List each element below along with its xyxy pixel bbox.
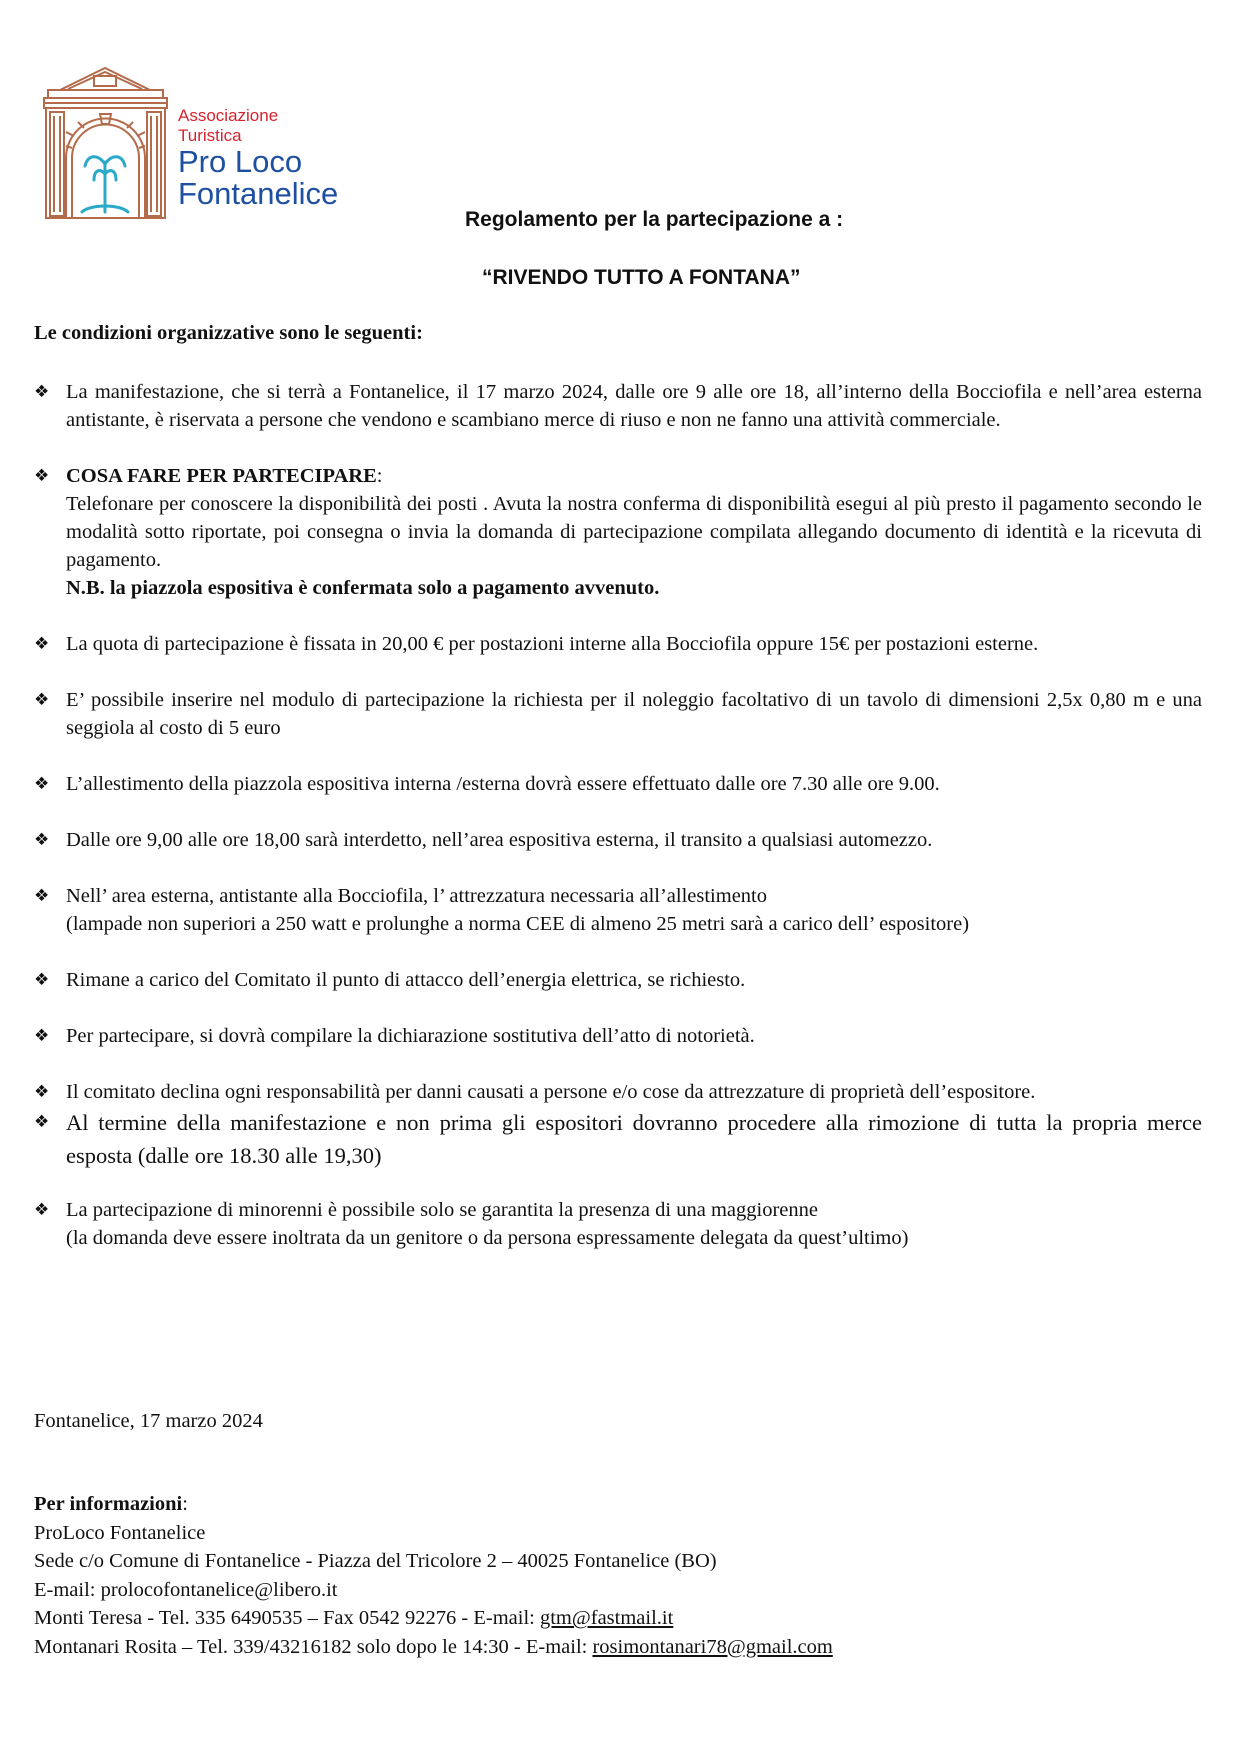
diamond-bullet-icon: ❖ xyxy=(34,1200,50,1220)
info-heading-text: Per informazioni xyxy=(34,1493,183,1515)
arch-fountain-icon xyxy=(38,62,173,222)
document-date: Fontanelice, 17 marzo 2024 xyxy=(34,1410,263,1432)
contact-info xyxy=(34,1490,833,1661)
diamond-bullet-icon: ❖ xyxy=(34,970,50,990)
info-org: ProLoco Fontanelice xyxy=(34,1521,206,1544)
info-contact-2 xyxy=(34,1633,833,1662)
event-name: “RIVENDO TUTTO A FONTANA” xyxy=(482,266,801,289)
rule-item xyxy=(34,1022,1202,1050)
diamond-bullet-icon: ❖ xyxy=(34,1082,50,1102)
rule-heading xyxy=(66,462,1202,490)
rule-text: Telefonare per conoscere la disponibilità dei posti . Avuta la nostra conferma di disponibilità esegui al più presto il pagamento secondo le modalità sotto riportate, poi consegna o invia la domanda di partecipazione compilata allegando documento di identità e la ricevuta di pagamento. xyxy=(66,493,1202,571)
rule-text: L’allestimento della piazzola espositiva interna /esterna dovrà essere effettuato dalle ore 7.30 alle ore 9.00. xyxy=(66,773,940,795)
diamond-bullet-icon: ❖ xyxy=(34,1026,50,1046)
info-contact-1 xyxy=(34,1604,833,1633)
rule-item xyxy=(34,882,1202,938)
rule-text: Rimane a carico del Comitato il punto di attacco dell’energia elettrica, se richiesto. xyxy=(66,969,746,991)
diamond-bullet-icon: ❖ xyxy=(34,774,50,794)
diamond-bullet-icon: ❖ xyxy=(34,886,50,906)
proloco-logo xyxy=(38,62,358,222)
rule-item xyxy=(34,1196,1202,1252)
diamond-bullet-icon: ❖ xyxy=(34,690,50,710)
rule-text: Dalle ore 9,00 alle ore 18,00 sarà interdetto, nell’area espositiva esterna, il transito a qualsiasi automezzo. xyxy=(66,829,933,851)
intro-heading: Le condizioni organizzative sono le seguenti: xyxy=(34,322,423,344)
diamond-bullet-icon: ❖ xyxy=(34,634,50,654)
logo-line-proloco: Pro Loco xyxy=(178,144,303,179)
rule-item xyxy=(34,686,1202,742)
diamond-bullet-icon: ❖ xyxy=(34,382,50,402)
info-heading-colon: : xyxy=(182,1493,188,1515)
rule-text: Al termine della manifestazione e non prima gli espositori dovranno procedere alla rimozione di tutta la propria merce esposta (dalle ore 18.30 alle 19,30) xyxy=(66,1110,1202,1168)
contact-1-email-link[interactable]: gtm@fastmail.it xyxy=(539,1607,674,1629)
logo-line-association: Associazione xyxy=(178,106,279,125)
rule-text: La quota di partecipazione è fissata in 20,00 € per postazioni interne alla Bocciofila oppure 15€ per postazioni esterne. xyxy=(66,633,1039,655)
logo-text xyxy=(178,106,338,210)
rule-note: N.B. la piazzola espositiva è confermata solo a pagamento avvenuto. xyxy=(66,577,660,599)
rules-list xyxy=(34,378,1202,1252)
rule-text: Nell’ area esterna, antistante alla Bocciofila, l’ attrezzatura necessaria all’allestimento xyxy=(66,885,767,907)
document-title: Regolamento per la partecipazione a : xyxy=(465,208,844,231)
logo-line-turistica: Turistica xyxy=(178,126,242,145)
rule-heading-text: COSA FARE PER PARTECIPARE xyxy=(66,465,377,487)
contact-2-email-link[interactable]: rosimontanari78@gmail.com xyxy=(592,1635,833,1658)
rule-text: Il comitato declina ogni responsabilità per danni causati a persone e/o cose da attrezzature di proprietà dell’espositore. xyxy=(66,1081,1036,1103)
rule-text: (la domanda deve essere inoltrata da un genitore o da persona espressamente delegata da quest’ultimo) xyxy=(66,1227,909,1249)
rule-item xyxy=(34,966,1202,994)
diamond-bullet-icon: ❖ xyxy=(34,466,50,486)
rule-text: La partecipazione di minorenni è possibile solo se garantita la presenza di una maggiorenne xyxy=(66,1199,818,1221)
rule-item xyxy=(34,462,1202,602)
diamond-bullet-icon: ❖ xyxy=(34,830,50,850)
rule-text: La manifestazione, che si terrà a Fontanelice, il 17 marzo 2024, dalle ore 9 alle ore 18, all’interno della Bocciofila e nell’area esterna antistante, è riservata a persone che vendono e scambiano merce di riuso e non ne fanno una attività commerciale. xyxy=(66,381,1202,431)
info-email: E-mail: prolocofontanelice@libero.it xyxy=(34,1578,338,1601)
diamond-bullet-icon: ❖ xyxy=(34,1112,50,1132)
rule-text: Per partecipare, si dovrà compilare la dichiarazione sostitutiva dell’atto di notorietà. xyxy=(66,1025,755,1047)
logo-line-fontanelice: Fontanelice xyxy=(178,176,339,211)
rule-item xyxy=(34,378,1202,434)
rule-item xyxy=(34,630,1202,658)
contact-2-text: Montanari Rosita – Tel. 339/43216182 solo dopo le 14:30 - E-mail: xyxy=(34,1635,593,1658)
info-address: Sede c/o Comune di Fontanelice - Piazza del Tricolore 2 – 40025 Fontanelice (BO) xyxy=(34,1550,717,1572)
rule-heading-colon: : xyxy=(376,465,383,487)
info-heading xyxy=(34,1490,833,1519)
rule-text: (lampade non superiori a 250 watt e prolunghe a norma CEE di almeno 25 metri sarà a carico dell’ espositore) xyxy=(66,913,970,935)
rule-text: E’ possibile inserire nel modulo di partecipazione la richiesta per il noleggio facoltativo di un tavolo di dimensioni 2,5x 0,80 m e una seggiola al costo di 5 euro xyxy=(66,689,1202,739)
contact-1-text: Monti Teresa - Tel. 335 6490535 – Fax 0542 92276 - E-mail: xyxy=(34,1607,540,1629)
rule-item xyxy=(34,1106,1202,1172)
rule-item xyxy=(34,826,1202,854)
rule-item xyxy=(34,770,1202,798)
rule-item xyxy=(34,1078,1202,1106)
